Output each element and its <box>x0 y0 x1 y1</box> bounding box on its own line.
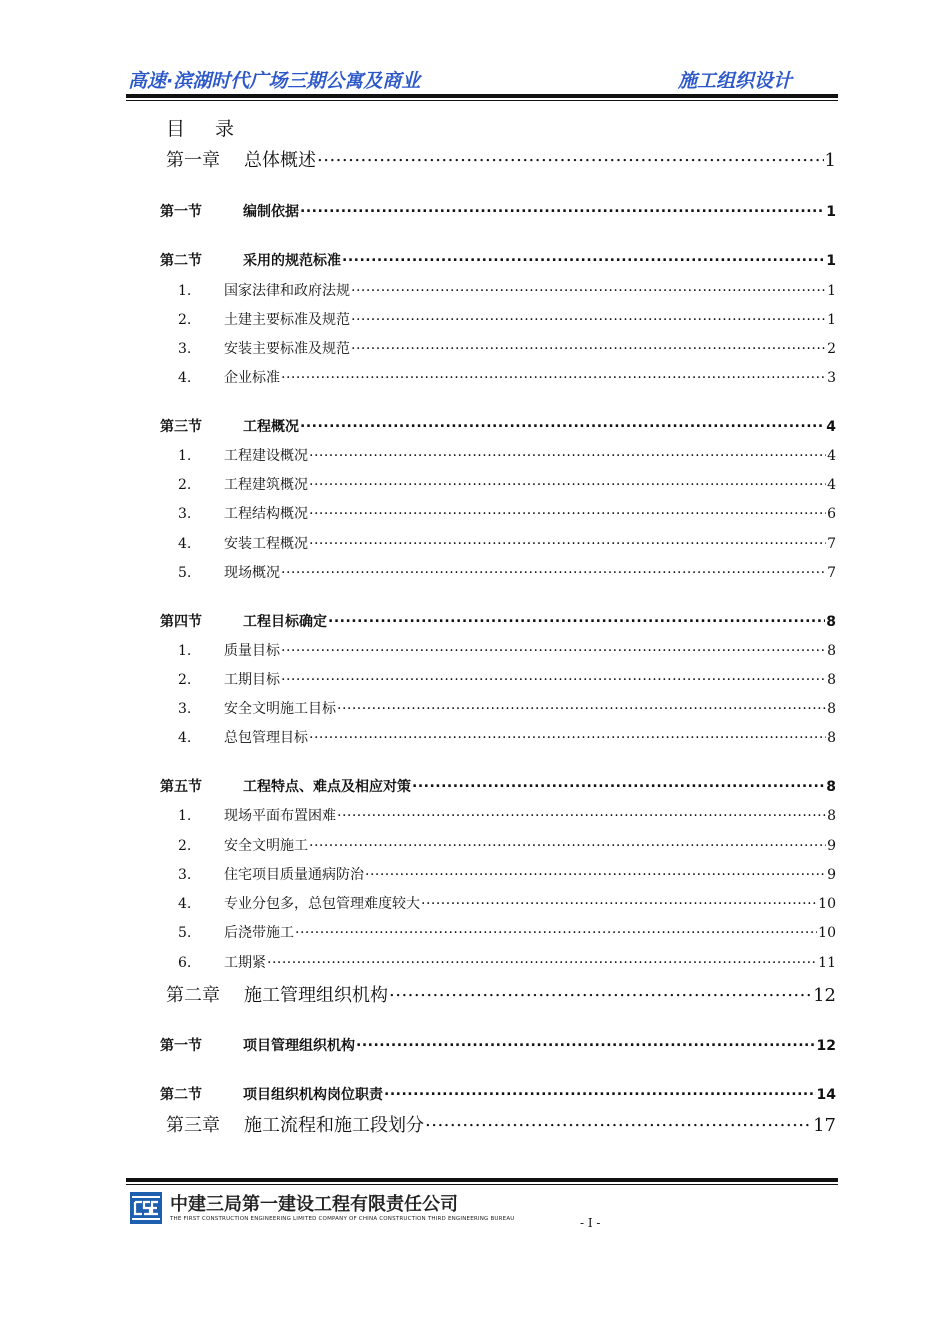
toc-entry-number: 4. <box>178 370 192 386</box>
toc-item-row[interactable] <box>178 338 836 358</box>
toc-dot-leader <box>384 1085 816 1099</box>
toc-entry-title: 编制依据 <box>243 204 299 220</box>
toc-section-row[interactable] <box>160 201 836 221</box>
footer-rule-thick <box>126 1178 838 1182</box>
toc-dot-leader <box>281 368 826 382</box>
toc-entry-number: 5. <box>178 565 192 581</box>
toc-dot-leader <box>309 534 826 548</box>
toc-dot-leader <box>267 953 817 967</box>
toc-entry-title: 安全文明施工 <box>224 838 308 854</box>
toc-section-row[interactable] <box>160 1084 836 1104</box>
toc-item-row[interactable] <box>178 952 836 972</box>
toc-entry-page: 8 <box>826 614 836 630</box>
toc-item-row[interactable] <box>178 640 836 660</box>
toc-entry-number: 第二节 <box>160 1087 202 1103</box>
toc-entry-page: 1 <box>824 150 836 171</box>
toc-dot-leader <box>309 728 826 742</box>
toc-entry-title: 施工管理组织机构 <box>244 985 388 1006</box>
toc-item-row[interactable] <box>178 367 836 387</box>
toc-entry-title: 工程概况 <box>243 419 299 435</box>
header-project-title: 高速·滨湖时代广场三期公寓及商业 <box>128 70 421 92</box>
toc-entry-number: 第一章 <box>166 150 220 171</box>
toc-entry-number: 5. <box>178 925 192 941</box>
toc-entry-number: 2. <box>178 477 192 493</box>
footer-rule-thin <box>126 1184 838 1185</box>
toc-entry-page: 9 <box>827 867 836 883</box>
toc-entry-number: 3. <box>178 701 192 717</box>
toc-item-row[interactable] <box>178 864 836 884</box>
toc-item-row[interactable] <box>178 474 836 494</box>
toc-title-char-1: 目 <box>166 118 186 140</box>
toc-section-row[interactable] <box>160 250 836 270</box>
toc-entry-number: 1. <box>178 283 192 299</box>
toc-entry-title: 住宅项目质量通病防治 <box>224 867 364 883</box>
toc-item-row[interactable] <box>178 533 836 553</box>
toc-entry-number: 第四节 <box>160 614 202 630</box>
toc-entry-page: 4 <box>827 477 836 493</box>
toc-entry-number: 1. <box>178 808 192 824</box>
toc-item-row[interactable] <box>178 805 836 825</box>
header-rule-thick <box>126 94 838 98</box>
toc-chapter-row[interactable] <box>166 981 836 1007</box>
toc-entry-page: 4 <box>826 419 836 435</box>
header-rule-thin <box>126 100 838 101</box>
toc-entry-number: 第二章 <box>166 985 220 1006</box>
toc-entry-page: 7 <box>827 565 836 581</box>
company-name-chinese: 中建三局第一建设工程有限责任公司 <box>170 1194 458 1215</box>
toc-entry-number: 第二节 <box>160 253 202 269</box>
toc-dot-leader <box>281 641 826 655</box>
toc-item-row[interactable] <box>178 503 836 523</box>
toc-entry-title: 后浇带施工 <box>224 925 294 941</box>
toc-entry-title: 土建主要标准及规范 <box>224 312 350 328</box>
toc-entry-number: 1. <box>178 448 192 464</box>
toc-entry-page: 1 <box>827 312 836 328</box>
toc-entry-title: 工程特点、难点及相应对策 <box>243 779 411 795</box>
toc-entry-number: 3. <box>178 867 192 883</box>
toc-entry-page: 11 <box>818 955 836 971</box>
toc-dot-leader <box>337 806 826 820</box>
toc-entry-title: 项目管理组织机构 <box>243 1038 355 1054</box>
toc-entry-number: 3. <box>178 341 192 357</box>
toc-entry-title: 工程目标确定 <box>243 614 327 630</box>
toc-entry-number: 6. <box>178 955 192 971</box>
toc-entry-title: 总包管理目标 <box>224 730 308 746</box>
toc-entry-title: 工期紧 <box>224 955 266 971</box>
toc-item-row[interactable] <box>178 727 836 747</box>
toc-entry-page: 4 <box>827 448 836 464</box>
toc-entry-number: 3. <box>178 506 192 522</box>
toc-dot-leader <box>356 1036 816 1050</box>
toc-dot-leader <box>281 670 826 684</box>
toc-entry-page: 1 <box>826 253 836 269</box>
toc-dot-leader <box>309 446 826 460</box>
toc-entry-number: 第三节 <box>160 419 202 435</box>
toc-item-row[interactable] <box>178 669 836 689</box>
toc-dot-leader <box>421 894 817 908</box>
toc-dot-leader <box>309 836 826 850</box>
toc-dot-leader <box>309 475 826 489</box>
toc-entry-title: 总体概述 <box>244 150 316 171</box>
toc-dot-leader <box>328 612 825 626</box>
toc-item-row[interactable] <box>178 445 836 465</box>
toc-item-row[interactable] <box>178 309 836 329</box>
toc-entry-page: 8 <box>827 730 836 746</box>
toc-item-row[interactable] <box>178 922 836 942</box>
toc-dot-leader <box>412 777 825 791</box>
toc-entry-number: 1. <box>178 643 192 659</box>
toc-dot-leader <box>281 563 826 577</box>
toc-entry-title: 安装工程概况 <box>224 536 308 552</box>
toc-entry-title: 项目组织机构岗位职责 <box>243 1087 383 1103</box>
toc-entry-number: 第三章 <box>166 1115 220 1136</box>
toc-entry-page: 8 <box>827 643 836 659</box>
toc-entry-number: 2. <box>178 672 192 688</box>
toc-entry-title: 工程结构概况 <box>224 506 308 522</box>
toc-entry-number: 第一节 <box>160 204 202 220</box>
toc-entry-number: 2. <box>178 312 192 328</box>
toc-entry-page: 12 <box>816 1038 836 1054</box>
toc-entry-page: 2 <box>827 341 836 357</box>
toc-chapter-row[interactable] <box>166 146 836 172</box>
toc-entry-title: 现场概况 <box>224 565 280 581</box>
toc-dot-leader <box>300 417 825 431</box>
toc-entry-page: 14 <box>816 1087 836 1103</box>
toc-entry-page: 8 <box>827 672 836 688</box>
toc-entry-title: 安全文明施工目标 <box>224 701 336 717</box>
toc-entry-title: 质量目标 <box>224 643 280 659</box>
toc-entry-page: 12 <box>813 985 836 1006</box>
toc-dot-leader <box>389 983 812 1001</box>
toc-entry-page: 8 <box>826 779 836 795</box>
cscec-logo-icon <box>130 1192 162 1224</box>
toc-entry-title: 工程建设概况 <box>224 448 308 464</box>
toc-entry-title: 安装主要标准及规范 <box>224 341 350 357</box>
toc-entry-number: 4. <box>178 536 192 552</box>
toc-section-row[interactable] <box>160 776 836 796</box>
toc-dot-leader <box>295 923 817 937</box>
toc-entry-number: 第一节 <box>160 1038 202 1054</box>
toc-entry-page: 1 <box>827 283 836 299</box>
toc-item-row[interactable] <box>178 562 836 582</box>
toc-dot-leader <box>309 504 826 518</box>
toc-entry-page: 10 <box>818 896 836 912</box>
toc-entry-page: 7 <box>827 536 836 552</box>
toc-entry-title: 专业分包多，总包管理难度较大 <box>224 896 420 912</box>
toc-entry-title: 企业标准 <box>224 370 280 386</box>
toc-entry-title: 国家法律和政府法规 <box>224 283 350 299</box>
toc-entry-number: 4. <box>178 896 192 912</box>
toc-entry-page: 6 <box>827 506 836 522</box>
toc-entry-page: 3 <box>827 370 836 386</box>
toc-entry-number: 4. <box>178 730 192 746</box>
company-name-english: THE FIRST CONSTRUCTION ENGINEERING LIMITED COMPANY OF CHINA CONSTRUCTION THIRD ENGINEERING BUREAU <box>170 1216 515 1222</box>
header-document-type: 施工组织设计 <box>678 70 793 92</box>
toc-entry-title: 施工流程和施工段划分 <box>244 1115 424 1136</box>
toc-entry-number: 2. <box>178 838 192 854</box>
toc-chapter-row[interactable] <box>166 1111 836 1137</box>
toc-entry-page: 17 <box>813 1115 836 1136</box>
toc-item-row[interactable] <box>178 835 836 855</box>
toc-dot-leader <box>351 281 826 295</box>
toc-section-row[interactable] <box>160 416 836 436</box>
toc-entry-number: 第五节 <box>160 779 202 795</box>
toc-dot-leader <box>351 339 826 353</box>
toc-item-row[interactable] <box>178 893 836 913</box>
toc-entry-page: 1 <box>826 204 836 220</box>
toc-dot-leader <box>337 699 826 713</box>
toc-entry-page: 8 <box>827 808 836 824</box>
toc-entry-title: 采用的规范标准 <box>243 253 341 269</box>
toc-dot-leader <box>351 310 826 324</box>
toc-entry-title: 现场平面布置困难 <box>224 808 336 824</box>
toc-entry-page: 8 <box>827 701 836 717</box>
toc-title-char-2: 录 <box>215 118 235 140</box>
toc-dot-leader <box>342 251 825 265</box>
toc-section-row[interactable] <box>160 611 836 631</box>
toc-entry-title: 工程建筑概况 <box>224 477 308 493</box>
toc-section-row[interactable] <box>160 1035 836 1055</box>
toc-dot-leader <box>425 1113 812 1131</box>
toc-dot-leader <box>300 202 825 216</box>
toc-dot-leader <box>317 148 824 166</box>
toc-item-row[interactable] <box>178 698 836 718</box>
toc-dot-leader <box>365 865 826 879</box>
page-number: - I - <box>580 1216 601 1230</box>
toc-entry-page: 10 <box>818 925 836 941</box>
toc-title <box>166 114 234 141</box>
toc-entry-title: 工期目标 <box>224 672 280 688</box>
toc-item-row[interactable] <box>178 280 836 300</box>
toc-entry-page: 9 <box>827 838 836 854</box>
